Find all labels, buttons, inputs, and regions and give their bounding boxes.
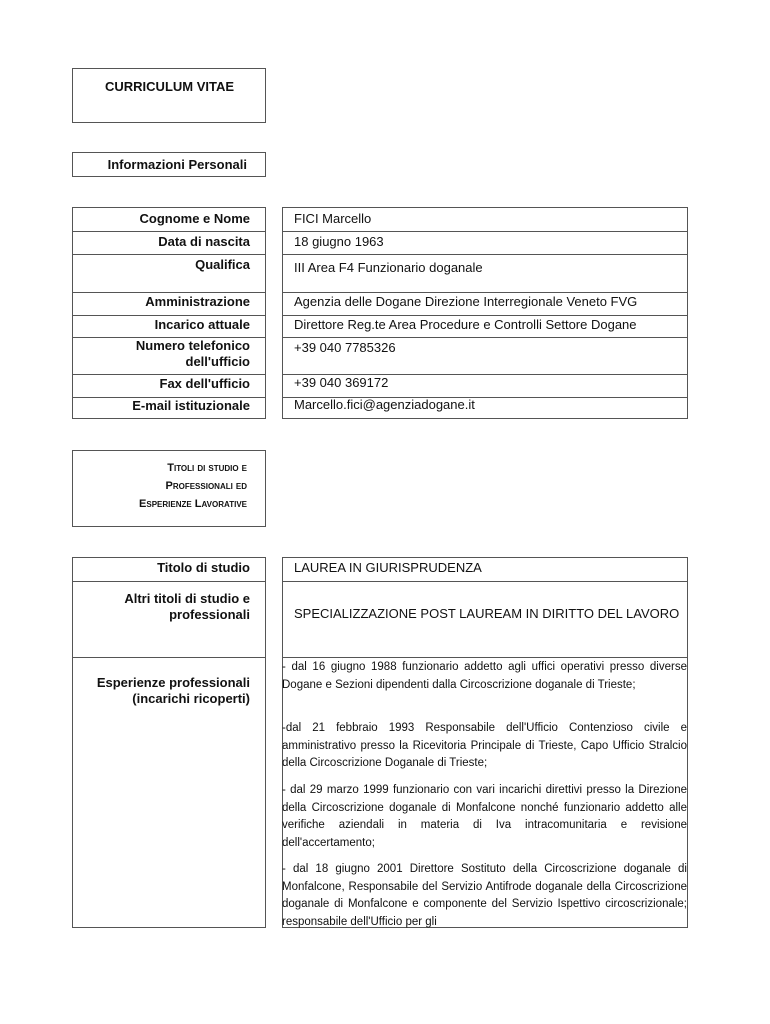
value-qualifica: III Area F4 Funzionario doganale — [294, 260, 483, 275]
section-titoli-line2: Professionali ed — [165, 480, 247, 492]
cv-title-box — [72, 68, 266, 123]
label-data-nascita: Data di nascita — [158, 234, 250, 249]
value-amministrazione: Agenzia delle Dogane Direzione Interregionale Veneto FVG — [294, 294, 638, 309]
cv-title: CURRICULUM VITAE — [105, 79, 235, 94]
label-qualifica: Qualifica — [195, 257, 250, 272]
section-titoli-line1: Titoli di studio e — [167, 462, 247, 474]
label-titolo-studio: Titolo di studio — [157, 560, 250, 575]
personal-info-title: Informazioni Personali — [107, 157, 247, 172]
personal-info-box — [72, 152, 266, 177]
value-incarico-attuale: Direttore Reg.te Area Procedure e Controlli Settore Dogane — [294, 317, 637, 332]
experience-item: -dal 21 febbraio 1993 Responsabile dell'Ufficio Contenzioso civile e amministrativo presso la Ricevitoria Principale di Trieste, Capo Ufficio Stralcio della Circoscrizione Doganale di Trieste; — [282, 722, 687, 769]
value-numero-telefonico: +39 040 7785326 — [294, 340, 396, 355]
label-esperienze-line2: (incarichi ricoperti) — [132, 691, 250, 706]
value-fax: +39 040 369172 — [294, 375, 389, 390]
value-titolo-studio: LAUREA IN GIURISPRUDENZA — [294, 560, 482, 575]
label-incarico-attuale: Incarico attuale — [154, 317, 250, 332]
label-altri-titoli: Altri titoli di studio e — [124, 591, 250, 606]
section-titoli-line3: Esperienze Lavorative — [139, 498, 247, 510]
label-altri-titoli-line2: professionali — [169, 607, 250, 622]
experience-item: - dal 16 giugno 1988 funzionario addetto agli uffici operativi presso diverse Dogane e Sezioni dipendenti dalla Circoscrizione doganale di Trieste; — [282, 661, 687, 691]
label-cognome-nome: Cognome e Nome — [139, 211, 250, 226]
value-cognome-nome: FICI Marcello — [294, 211, 372, 226]
experience-item: - dal 29 marzo 1999 funzionario con vari incarichi direttivi presso la Direzione della Circoscrizione doganale di Monfalcone nonché funzionario addetto alle verifiche aziendali in materia di Iva intracomunitaria e revisione dell'accertamento; — [282, 784, 687, 849]
label-esperienze: Esperienze professionali — [96, 675, 250, 690]
value-altri-titoli: SPECIALIZZAZIONE POST LAUREAM IN DIRITTO DEL LAVORO — [294, 606, 680, 621]
label-numero-telefonico-line2: dell'ufficio — [185, 354, 250, 369]
value-email[interactable]: Marcello.fici@agenziadogane.it — [294, 397, 475, 412]
experience-item: - dal 18 giugno 2001 Direttore Sostituto della Circoscrizione doganale di Monfalcone, Responsabile del Servizio Antifrode doganale della Circoscrizione doganale di Monfalcone e componente del Servizio Ispettivo circoscrizionale; responsabile dell'Ufficio per gli — [282, 863, 687, 928]
label-numero-telefonico: Numero telefonico — [135, 338, 250, 353]
section-titoli-box — [72, 450, 266, 527]
value-data-nascita: 18 giugno 1963 — [294, 234, 384, 249]
label-fax: Fax dell'ufficio — [159, 376, 250, 391]
label-email: E-mail istituzionale — [132, 398, 250, 413]
label-amministrazione: Amministrazione — [145, 294, 250, 309]
